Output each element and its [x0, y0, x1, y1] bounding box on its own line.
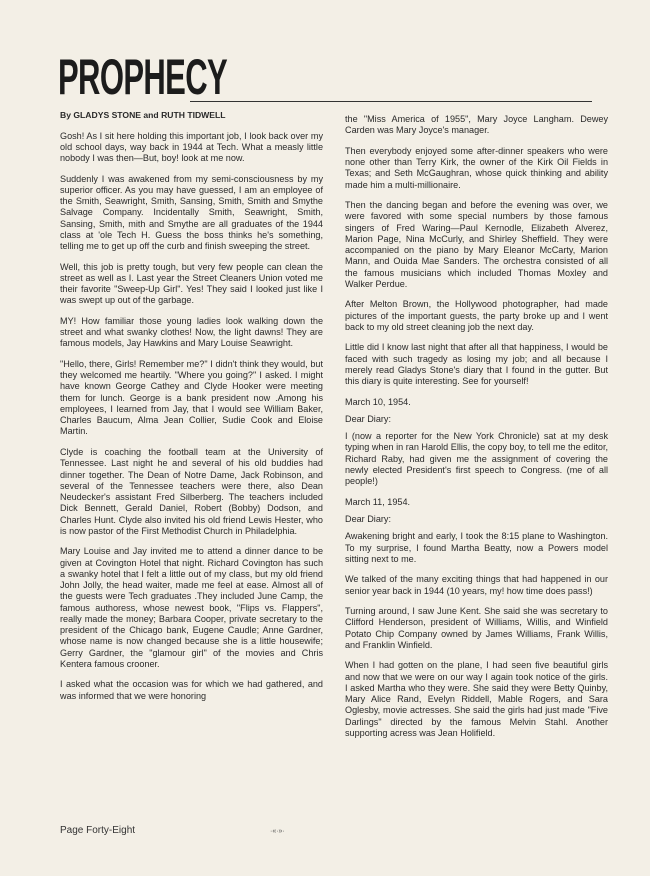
paragraph: Suddenly I was awakened from my semi-consciousness by my superior officer. As you may have guessed, I am an employee of the Smith, Seawright, Smith, Sansing, Smith, Smith and Smythe Salvage Company. Incidentally Smith, Seawright, Smith, Sansing, Smith, mith and Smythe are all graduates of the 1944 class at 'ole Tech H. Guess the boss thinks he's something, telling me to get up off the curb and finish sweeping the street. — [60, 173, 323, 252]
paragraph: After Melton Brown, the Hollywood photographer, had made pictures of the important guests, the party broke up and I went back to my old street cleaning job the next day. — [345, 299, 608, 332]
paragraph: Turning around, I saw June Kent. She said she was secretary to Clifford Henderson, president of Williams, Willis, and Winfield Potato Chip Company owned by James Williams, Frank Willis, and Franklin Winfield. — [345, 606, 608, 650]
paragraph: Mary Louise and Jay invited me to attend a dinner dance to be given at Covington Hotel that night. Richard Covington has such a swanky hotel that I felt a little out of my class, but my old friend John Jolly, the head waiter, made me feel at ease. Almost all of the guests were Tech graduates .They included June Camp, the famous authoress, whose newest book, "Flips vs. Flappers", really made the money; Barbara Cooper, private secretary to the president of the Chicago bank, Eugene Caudle; Anne Gardner, whose name is now changed because she is a little housewife; Gerry Gardner, the "glamour girl" of the movies and Chris Kentera famous crooner. — [60, 546, 323, 669]
paragraph: "Hello, there, Girls! Remember me?" I didn't think they would, but they welcomed me heartily. "Where you going?" I asked. I might have known George Cathey and Clyde Hooker were meeting them for lunch. George is a bank president now .Among his employees, I learned from Jay, that I would see William Baker, Charles Baucum, Alma Jean Collier, Sudie Cook and Eloise Martin. — [60, 358, 323, 437]
diary-date: March 10, 1954. — [345, 396, 411, 407]
diary-date: March 11, 1954. — [345, 496, 411, 507]
paragraph: Well, this job is pretty tough, but very few people can clean the street as well as I. Last year the Street Cleaners Union voted me their favorite "Sweep-Up Girl". Yes! They said I looked just like I was swept up out of the garbage. — [60, 261, 323, 306]
paragraph: I (now a reporter for the New York Chronicle) sat at my desk typing when in ran Harold Ellis, the copy boy, to tell me the editor, Richard Raby, had given me the assignment of covering the newly elected President's first speech to Congress. (me of all people!) — [345, 431, 608, 487]
title-rule — [190, 101, 592, 102]
printer-mark: ·«·»· — [270, 828, 285, 835]
byline: By GLADYS STONE and RUTH TIDWELL — [60, 110, 226, 120]
paragraph: Little did I know last night that after all that happiness, I would be faced with such tragedy as losing my job; and all because I merely read Gladys Stone's diary that I found in the gutter. But this diary is quite interesting. See for yourself! — [345, 342, 608, 387]
left-column — [60, 110, 323, 711]
paragraph: Then the dancing began and before the evening was over, we were favored with some special numbers by those famous singers of Fred Waring—Paul Kernodle, Elizabeth Alverez, Marion Page, Nina McCurly, and Shirley Sheffield. They were accompanied on the piano by Mary Eleanor McCarty, Marion Mann, and Ouida Mae Sanders. The orchestra consisted of all the famous musicians which included Thomas Moxley and Walker Perdue. — [345, 200, 608, 289]
paragraph: MY! How familiar those young ladies look walking down the street and what swanky clothes! Now, the light dawns! They are famous models, Jay Hawkins and Mary Louise Seawright. — [60, 315, 323, 349]
paragraph: Clyde is coaching the football team at the University of Tennessee. Last night he and several of his old buddies had dinner together. The Dean of Notre Dame, Jack Robinson, and several of the Tennessee teachers were there, also Dean Neudecker's assistant Fred Silberberg. The teachers included Dick Bennett, Gerald Daniel, Robert (Bobby) Dodson, and Charles Hunt. Clyde also invited his old friend Lewis Hester, who is now pastor of the First Methodist Church in Philadelphia. — [60, 447, 323, 536]
paragraph: When I had gotten on the plane, I had seen five beautiful girls and now that we were on our way I again took notice of the girls. I asked Martha who they were. She said they were Betty Quinby, Mary Alice Rand, Evelyn Riddell, Mable Rogers, and Sara Oglesby, movie actresses. She said the girls had just made "Five Darlings" directed by the famous Melvin Stahl. Another supporting acress was Jean Holifield. — [345, 660, 608, 738]
paragraph: I asked what the occasion was for which we had gathered, and was informed that we were honoring — [60, 679, 323, 701]
page-number: Page Forty-Eight — [60, 825, 136, 836]
right-column — [345, 114, 608, 748]
diary-salutation: Dear Diary: — [345, 514, 391, 525]
paragraph: Then everybody enjoyed some after-dinner speakers who were none other than Terry Kirk, the owner of the Kirk Oil Fields in Texas; and Seth McGaughran, whose quick thinking and ability made him a multi-millionaire. — [345, 145, 608, 190]
diary-salutation: Dear Diary: — [345, 413, 391, 424]
page-title: PROPHECY — [58, 49, 228, 105]
paragraph: Gosh! As I sit here holding this important job, I look back over my old school days, way back in 1944 at Tech. What a measly little nobody I was then—But, boy! look at me now. — [60, 130, 323, 164]
paragraph: Awakening bright and early, I took the 8:15 plane to Washington. To my surprise, I found Martha Beatty, now a Powers model sitting next to me. — [345, 531, 608, 564]
paragraph: the "Miss America of 1955", Mary Joyce Langham. Dewey Carden was Mary Joyce's manager. — [345, 114, 608, 136]
paragraph: We talked of the many exciting things that had happened in our senior year back in 1944 (10 years, my! how time does pass!) — [345, 574, 608, 596]
